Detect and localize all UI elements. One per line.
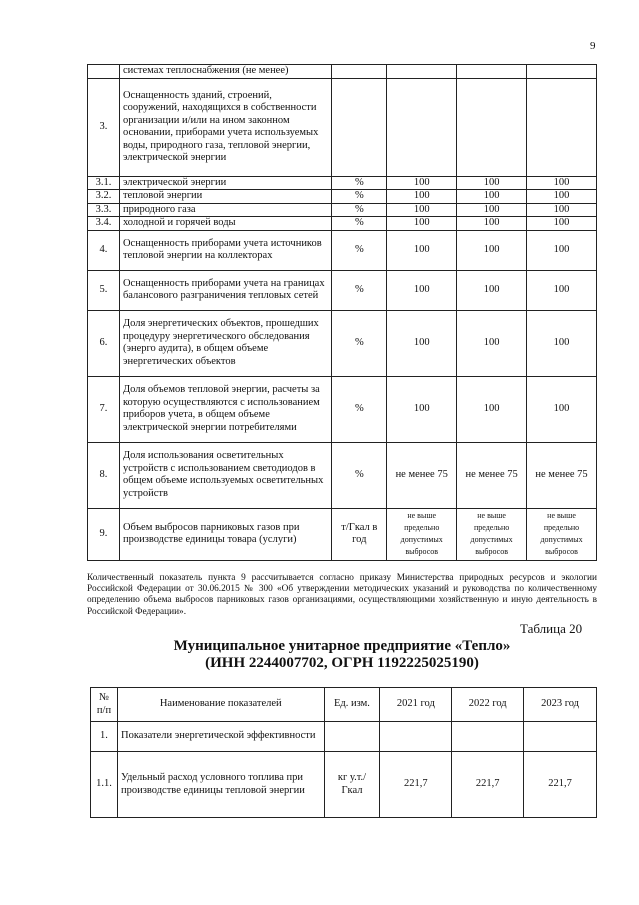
- row-value-2022: 100: [457, 203, 527, 217]
- row-value-2023: 100: [527, 270, 597, 310]
- row-value-2021: 100: [387, 190, 457, 204]
- row-number: 5.: [88, 270, 120, 310]
- row-unit: %: [332, 310, 387, 376]
- row-value-2021: не менее 75: [387, 442, 457, 508]
- row-unit: %: [332, 203, 387, 217]
- header-num: № п/п: [91, 688, 118, 722]
- row-unit: %: [332, 270, 387, 310]
- row-value-2023: не менее 75: [527, 442, 597, 508]
- table-row: [88, 376, 597, 442]
- row-indicator: электрической энергии: [119, 176, 331, 190]
- row-value-2021: 100: [387, 270, 457, 310]
- row-value-2023: 221,7: [524, 752, 597, 818]
- header-2022: 2022 год: [452, 688, 524, 722]
- row-indicator: Оснащенность приборами учета источников тепловой энергии на коллекторах: [119, 230, 331, 270]
- row-value-2021: 100: [387, 376, 457, 442]
- energy-efficiency-table: [90, 687, 597, 818]
- row-unit: %: [332, 190, 387, 204]
- indicators-table-continued: [87, 64, 597, 561]
- row-value-2023: [524, 722, 597, 752]
- table-label: Таблица 20: [520, 621, 583, 636]
- table-row: [91, 722, 597, 752]
- row-value-2021: не выше предельно допустимых выбросов: [387, 508, 457, 560]
- table-row: [88, 78, 597, 176]
- row-value-2023: 100: [527, 310, 597, 376]
- row-indicator: Оснащенность зданий, строений, сооружений, находящихся в собственности организации и/или на ином законном основании, приборами учета используемых воды, природного газа, тепловой энергии, электрической энергии: [119, 78, 331, 176]
- header-name: Наименование показателей: [117, 688, 324, 722]
- row-number: 3.4.: [88, 217, 120, 231]
- row-value-2023: [527, 78, 597, 176]
- table-row: [88, 190, 597, 204]
- row-indicator: Оснащенность приборами учета на границах балансового разграничения тепловых сетей: [119, 270, 331, 310]
- row-value-2021: 221,7: [380, 752, 452, 818]
- row-value-2021: [387, 65, 457, 79]
- footnote: Количественный показатель пункта 9 рассчитывается согласно приказу Министерства природных ресурсов и экологии Российской Федерации от 30.06.2015 № 300 «Об утверждении методических указаний и руководства по количественному определению объема выбросов парниковых газов организациями, осуществляющими хозяйственную и иную деятельность в Российской Федерации».: [87, 573, 597, 617]
- row-value-2021: 100: [387, 203, 457, 217]
- row-value-2022: не выше предельно допустимых выбросов: [457, 508, 527, 560]
- row-value-2022: 100: [457, 217, 527, 231]
- row-indicator: системах теплоснабжения (не менее): [119, 65, 331, 79]
- table-row: [88, 230, 597, 270]
- row-value-2022: [452, 722, 524, 752]
- table-row: [88, 508, 597, 560]
- row-value-2021: 100: [387, 176, 457, 190]
- table-row: [88, 310, 597, 376]
- header-unit: Ед. изм.: [324, 688, 380, 722]
- row-unit: кг у.т./ Гкал: [324, 752, 380, 818]
- row-indicator: тепловой энергии: [119, 190, 331, 204]
- row-value-2022: [457, 78, 527, 176]
- table-row: [91, 752, 597, 818]
- row-indicator: Доля энергетических объектов, прошедших процедуру энергетического обследования (энерго аудита), в общем объеме энергетических объектов: [119, 310, 331, 376]
- row-number: [88, 65, 120, 79]
- row-unit: %: [332, 176, 387, 190]
- header-2023: 2023 год: [524, 688, 597, 722]
- row-number: 3.: [88, 78, 120, 176]
- header-2021: 2021 год: [380, 688, 452, 722]
- row-value-2022: 100: [457, 270, 527, 310]
- row-unit: [332, 78, 387, 176]
- row-value-2022: 221,7: [452, 752, 524, 818]
- row-number: 3.3.: [88, 203, 120, 217]
- row-unit: т/Гкал в год: [332, 508, 387, 560]
- row-value-2023: 100: [527, 376, 597, 442]
- table-row: [88, 203, 597, 217]
- row-number: 1.1.: [91, 752, 118, 818]
- row-value-2022: 100: [457, 176, 527, 190]
- row-number: 3.1.: [88, 176, 120, 190]
- row-value-2021: 100: [387, 230, 457, 270]
- table-row: [88, 270, 597, 310]
- row-number: 3.2.: [88, 190, 120, 204]
- row-unit: [332, 65, 387, 79]
- row-number: 8.: [88, 442, 120, 508]
- row-indicator: Показатели энергетической эффективности: [117, 722, 324, 752]
- row-value-2021: 100: [387, 310, 457, 376]
- row-number: 1.: [91, 722, 118, 752]
- organization-name: Муниципальное унитарное предприятие «Тепло»: [173, 638, 511, 654]
- row-indicator: Доля использования осветительных устройств с использованием светодиодов в общем объеме используемых осветительных устройств: [119, 442, 331, 508]
- table-row: [88, 442, 597, 508]
- row-number: 4.: [88, 230, 120, 270]
- table-row: [88, 176, 597, 190]
- row-number: 6.: [88, 310, 120, 376]
- row-indicator: холодной и горячей воды: [119, 217, 331, 231]
- row-unit: %: [332, 217, 387, 231]
- row-indicator: природного газа: [119, 203, 331, 217]
- row-indicator: Доля объемов тепловой энергии, расчеты за которую осуществляются с использованием приборов учета, в общем объеме электрической энергии потребителями: [119, 376, 331, 442]
- row-indicator: Объем выбросов парниковых газов при производстве единицы товара (услуги): [119, 508, 331, 560]
- table-row: [88, 217, 597, 231]
- row-value-2023: 100: [527, 217, 597, 231]
- row-unit: %: [332, 230, 387, 270]
- row-value-2022: 100: [457, 310, 527, 376]
- row-number: 9.: [88, 508, 120, 560]
- organization-title: [87, 638, 597, 672]
- row-value-2021: 100: [387, 217, 457, 231]
- row-value-2021: [387, 78, 457, 176]
- row-unit: %: [332, 442, 387, 508]
- row-value-2023: 100: [527, 176, 597, 190]
- row-number: 7.: [88, 376, 120, 442]
- row-value-2023: 100: [527, 190, 597, 204]
- table-header-row: [91, 688, 597, 722]
- row-unit: %: [332, 376, 387, 442]
- page-number: 9: [590, 40, 596, 52]
- row-value-2023: 100: [527, 230, 597, 270]
- row-value-2022: [457, 65, 527, 79]
- row-value-2022: 100: [457, 230, 527, 270]
- table-row: [88, 65, 597, 79]
- row-value-2023: 100: [527, 203, 597, 217]
- row-value-2021: [380, 722, 452, 752]
- row-value-2022: 100: [457, 376, 527, 442]
- organization-ids: (ИНН 2244007702, ОГРН 1192225025190): [205, 655, 479, 671]
- row-value-2022: 100: [457, 190, 527, 204]
- row-value-2023: не выше предельно допустимых выбросов: [527, 508, 597, 560]
- row-value-2022: не менее 75: [457, 442, 527, 508]
- row-value-2023: [527, 65, 597, 79]
- row-indicator: Удельный расход условного топлива при производстве единицы тепловой энергии: [117, 752, 324, 818]
- row-unit: [324, 722, 380, 752]
